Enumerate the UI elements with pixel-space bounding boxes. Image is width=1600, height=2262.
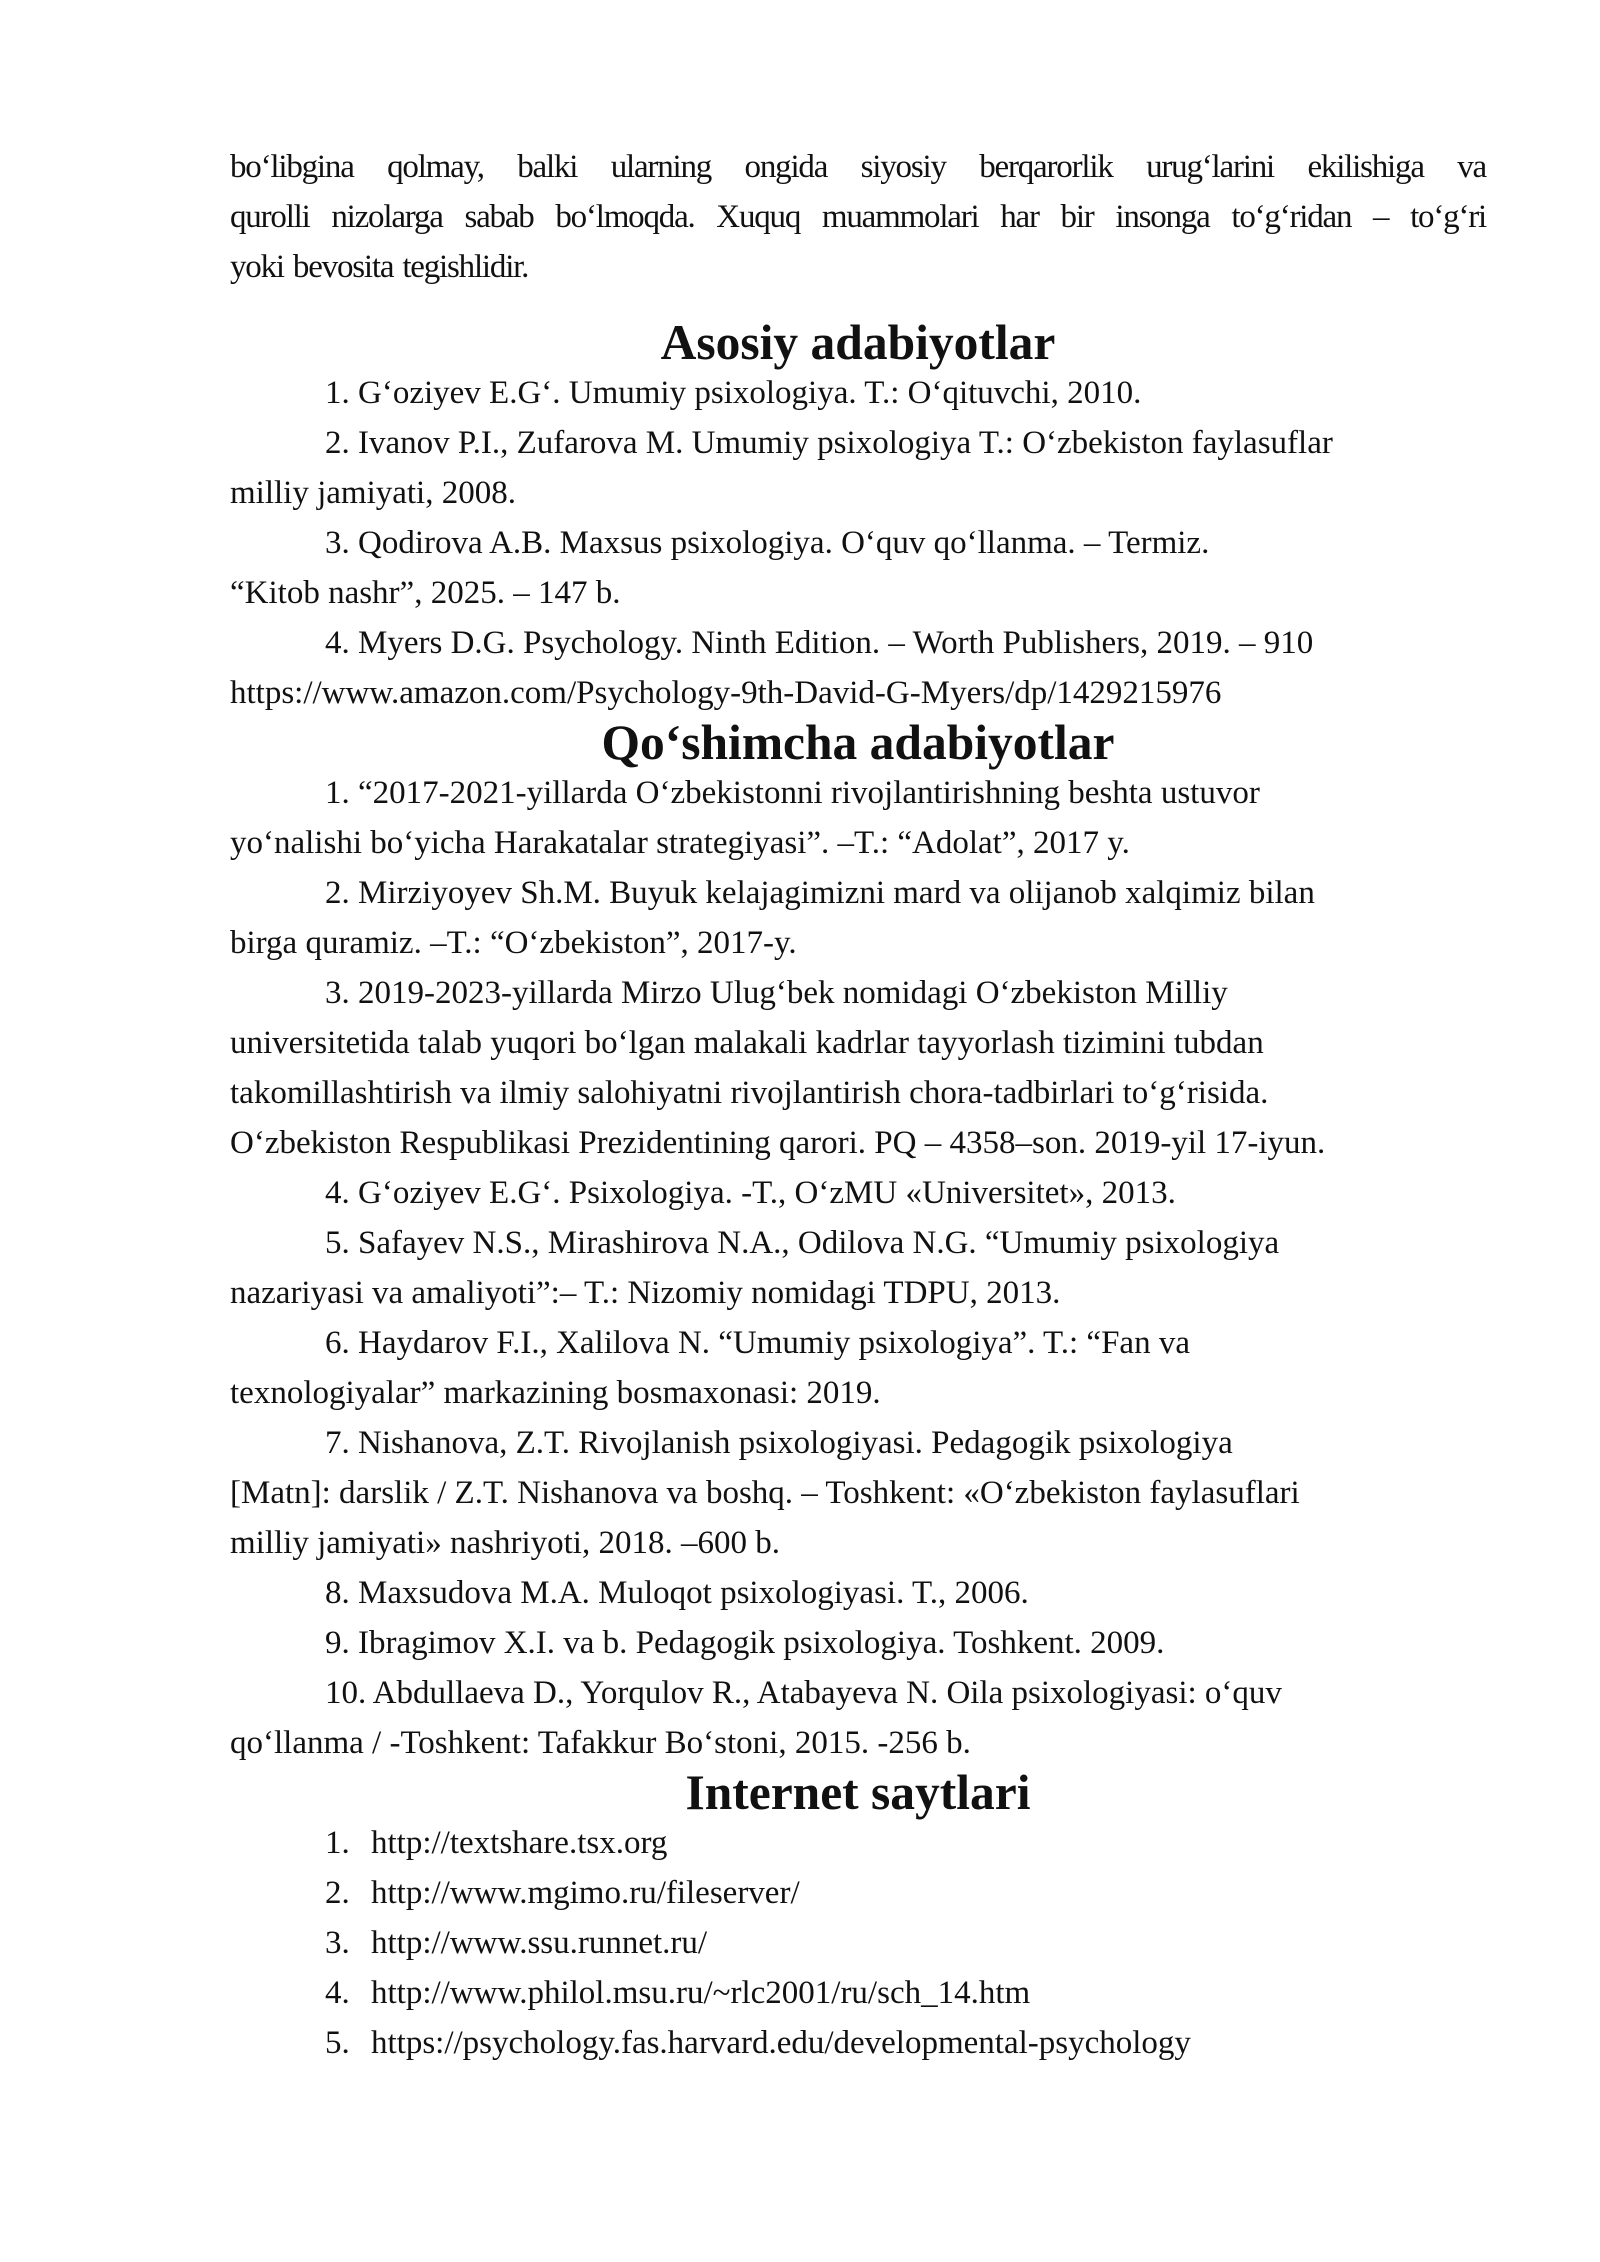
intro-paragraph [230,142,1486,292]
reference-text: 2. Mirziyoyev Sh.M. Buyuk kelajagimizni mard va olijanob xalqimiz bilan [325,875,1315,911]
reference-text: 10. Abdullaeva D., Yorqulov R., Atabayeva N. Oila psixologiyasi: o‘quv [325,1675,1282,1711]
reference-text-continued: qo‘llanma / -Toshkent: Tafakkur Bo‘stoni, 2015. -256 b. [230,1725,971,1761]
reference-text-continued: yo‘nalishi bo‘yicha Harakatalar strategiyasi”. –T.: “Adolat”, 2017 y. [230,825,1130,861]
website-item [230,2018,1486,2068]
reference-text-continued: O‘zbekiston Respublikasi Prezidentining qarori. PQ – 4358–son. 2019-yil 17-iyun. [230,1125,1326,1161]
reference-item [230,968,1486,1168]
reference-text-continued: birga quramiz. –T.: “O‘zbekiston”, 2017-y. [230,925,797,961]
reference-item [230,418,1486,518]
reference-item [230,1668,1486,1768]
reference-text: 8. Maxsudova M.A. Muloqot psixologiyasi. T., 2006. [325,1575,1029,1611]
website-number: 4. [325,1975,350,2011]
website-link[interactable]: http://textshare.tsx.org [371,1825,668,1861]
reference-text-continued: milliy jamiyati, 2008. [230,475,516,511]
website-number: 2. [325,1875,350,1911]
website-number: 1. [325,1825,350,1861]
website-number: 3. [325,1925,350,1961]
reference-text: 4. G‘oziyev E.G‘. Psixologiya. -T., O‘zMU «Universitet», 2013. [325,1175,1176,1211]
extra-references-heading: Qo‘shimcha adabiyotlar [601,715,1115,770]
document-page [230,142,1486,2068]
reference-text-continued: texnologiyalar” markazining bosmaxonasi: 2019. [230,1375,881,1411]
reference-item [230,868,1486,968]
reference-item [230,618,1486,718]
intro-line: bo‘libgina qolmay, balki ularning ongida siyosiy berqarorlik urug‘larini ekilishiga va [230,149,1486,185]
reference-text-continued: “Kitob nashr”, 2025. – 147 b. [230,575,621,611]
website-link[interactable]: http://www.mgimo.ru/fileserver/ [371,1875,800,1911]
website-link[interactable]: https://psychology.fas.harvard.edu/developmental-psychology [371,2025,1191,2061]
main-references-list [230,368,1486,718]
website-item [230,1968,1486,2018]
reference-text-continued: [Matn]: darslik / Z.T. Nishanova va boshq. – Toshkent: «O‘zbekiston faylasuflari [230,1475,1300,1511]
website-number: 5. [325,2025,350,2061]
reference-link[interactable]: https://www.amazon.com/Psychology-9th-David-G-Myers/dp/1429215976 [230,675,1222,711]
reference-item [230,1168,1486,1218]
intro-line: yoki bevosita tegishlidir. [230,249,529,285]
websites-list [230,1818,1486,2068]
reference-text: 1. “2017-2021-yillarda O‘zbekistonni rivojlantirishning beshta ustuvor [325,775,1260,811]
reference-item [230,518,1486,618]
reference-item [230,368,1486,418]
main-references-heading: Asosiy adabiyotlar [660,315,1056,370]
reference-text: 3. 2019-2023-yillarda Mirzo Ulug‘bek nomidagi O‘zbekiston Milliy [325,975,1228,1011]
intro-line: qurolli nizolarga sabab bo‘lmoqda. Xuquq muammolari har bir insonga to‘g‘ridan – to‘g‘ri [230,199,1486,235]
reference-text-continued: nazariyasi va amaliyoti”:– T.: Nizomiy nomidagi TDPU, 2013. [230,1275,1061,1311]
reference-text-continued: universitetida talab yuqori bo‘lgan malakali kadrlar tayyorlash tizimini tubdan [230,1025,1264,1061]
reference-item [230,1218,1486,1318]
reference-item [230,1618,1486,1668]
reference-item [230,768,1486,868]
websites-heading: Internet saytlari [685,1765,1031,1820]
reference-text: 4. Myers D.G. Psychology. Ninth Edition. – Worth Publishers, 2019. – 910 [325,625,1314,661]
reference-item [230,1318,1486,1418]
reference-text: 9. Ibragimov X.I. va b. Pedagogik psixologiya. Toshkent. 2009. [325,1625,1165,1661]
reference-text-continued: takomillashtirish va ilmiy salohiyatni rivojlantirish chora-tadbirlari to‘g‘risida. [230,1075,1269,1111]
website-item [230,1918,1486,1968]
reference-item [230,1568,1486,1618]
website-item [230,1868,1486,1918]
reference-text: 3. Qodirova A.B. Maxsus psixologiya. O‘quv qo‘llanma. – Termiz. [325,525,1210,561]
extra-references-list [230,768,1486,1768]
website-link[interactable]: http://www.philol.msu.ru/~rlc2001/ru/sch_14.htm [371,1975,1031,2011]
website-link[interactable]: http://www.ssu.runnet.ru/ [371,1925,708,1961]
reference-text: 5. Safayev N.S., Mirashirova N.A., Odilova N.G. “Umumiy psixologiya [325,1225,1280,1261]
reference-text: 7. Nishanova, Z.T. Rivojlanish psixologiyasi. Pedagogik psixologiya [325,1425,1233,1461]
reference-text: 1. G‘oziyev E.G‘. Umumiy psixologiya. T.: O‘qituvchi, 2010. [325,375,1142,411]
reference-text: 2. Ivanov P.I., Zufarova M. Umumiy psixologiya T.: O‘zbekiston faylasuflar [325,425,1333,461]
reference-text: 6. Haydarov F.I., Xalilova N. “Umumiy psixologiya”. T.: “Fan va [325,1325,1190,1361]
reference-text-continued: milliy jamiyati» nashriyoti, 2018. –600 b. [230,1525,780,1561]
reference-item [230,1418,1486,1568]
website-item [230,1818,1486,1868]
